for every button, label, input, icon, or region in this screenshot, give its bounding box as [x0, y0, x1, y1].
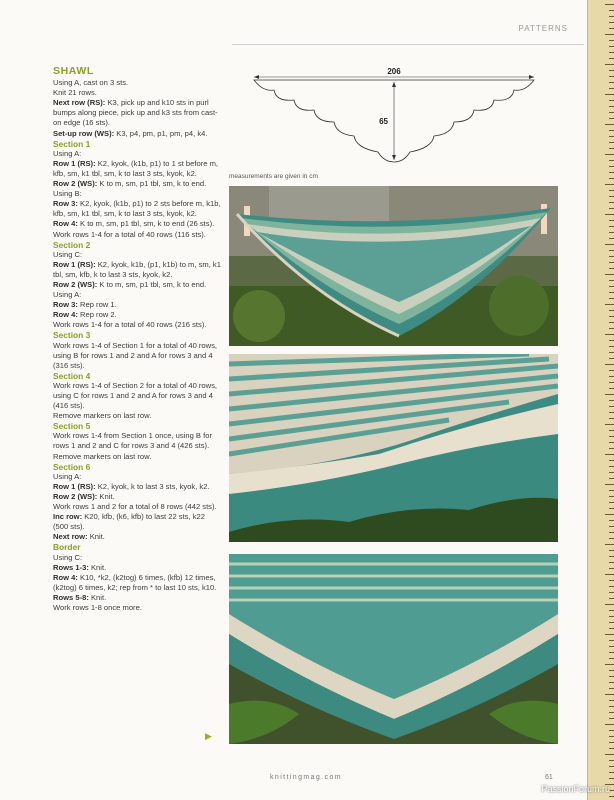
ruler-tick — [609, 658, 614, 659]
row-label: Rows 5-8: — [53, 592, 89, 602]
row-instruction — [53, 260, 221, 280]
row-text: K to m, sm, p1 tbl, sm, k to end (26 sts). — [77, 219, 215, 229]
ruler-tick — [609, 358, 614, 359]
ruler-tick — [609, 580, 614, 581]
ruler-tick — [605, 694, 614, 695]
row-instruction — [53, 98, 221, 128]
ruler-tick — [609, 796, 614, 797]
pattern-instructions — [53, 66, 221, 613]
row-instruction — [53, 179, 221, 189]
instruction-line: Using A: — [53, 148, 82, 158]
ruler-tick — [609, 436, 614, 437]
ruler-tick — [609, 262, 614, 263]
ruler-tick — [609, 16, 614, 17]
ruler-tick — [609, 76, 614, 77]
ruler-tick — [609, 568, 614, 569]
ruler-tick — [609, 178, 614, 179]
row-text: Knit. — [88, 592, 107, 602]
instruction-line: Knit 21 rows. — [53, 88, 97, 98]
ruler-tick — [609, 550, 614, 551]
row-text: Knit. — [88, 562, 107, 572]
ruler-tick — [609, 88, 614, 89]
instruction-line: Using C: — [53, 552, 83, 562]
ruler-tick — [609, 22, 614, 23]
width-label: 206 — [387, 67, 401, 76]
ruler-tick — [609, 478, 614, 479]
row-instruction — [53, 593, 221, 603]
ruler-tick — [605, 574, 614, 575]
instruction-line: Using A: — [53, 471, 82, 481]
row-text: K3, p4, pm, p1, pm, p4, k4. — [114, 128, 208, 138]
ruler-tick — [605, 484, 614, 485]
ruler-tick — [609, 106, 614, 107]
ruler-tick — [605, 4, 614, 5]
ruler-tick — [609, 406, 614, 407]
ruler-tick — [609, 442, 614, 443]
ruler-tick — [609, 670, 614, 671]
ruler-tick — [609, 346, 614, 347]
ruler-tick — [605, 544, 614, 545]
row-instruction — [53, 310, 221, 320]
row-text: K2, kyok, k to last 3 sts, kyok, k2. — [95, 481, 210, 491]
ruler-tick — [609, 532, 614, 533]
ruler-tick — [609, 742, 614, 743]
ruler-tick — [605, 64, 614, 65]
ruler-tick — [609, 52, 614, 53]
photo-shawl-held-outdoors — [229, 186, 558, 346]
row-label: Next row (RS): — [53, 98, 106, 108]
instruction-line: Using C: — [53, 249, 83, 259]
row-text: K3, pick up and k10 sts in purl bumps along piece, pick up and k3 sts from cast-on edge (16 sts). — [53, 98, 218, 128]
ruler-tick — [609, 268, 614, 269]
ruler-tick — [605, 244, 614, 245]
depth-label: 65 — [379, 117, 388, 126]
photo-stripes-closeup — [229, 354, 558, 542]
row-instruction — [53, 573, 221, 593]
ruler-tick — [609, 382, 614, 383]
row-instruction — [53, 512, 221, 532]
row-instruction — [53, 492, 221, 502]
row-label: Row 4: — [53, 219, 78, 229]
row-text: K to m, sm, p1 tbl, sm, k to end. — [97, 279, 207, 289]
instruction-line: Remove markers on last row. — [53, 411, 152, 421]
ruler-tick — [609, 310, 614, 311]
ruler-tick — [609, 556, 614, 557]
row-label: Row 1 (RS): — [53, 259, 96, 269]
ruler-tick — [609, 142, 614, 143]
section-heading: Section 1 — [53, 138, 91, 149]
ruler-tick — [609, 448, 614, 449]
ruler-tick — [609, 118, 614, 119]
ruler-tick — [605, 454, 614, 455]
ruler-tick — [609, 400, 614, 401]
row-label: Row 1 (RS): — [53, 158, 96, 168]
ruler-tick — [605, 304, 614, 305]
row-instruction — [53, 199, 221, 219]
ruler-tick — [609, 28, 614, 29]
ruler-tick — [609, 640, 614, 641]
row-label: Row 2 (WS): — [53, 491, 98, 501]
section-heading: Section 4 — [53, 370, 91, 381]
row-text: K10, *k2, (k2tog) 6 times, (kfb) 12 times, (k2tog) 6 times, k2; rep from * to last 10 sts, k10. — [53, 572, 217, 592]
ruler-tick — [609, 82, 614, 83]
ruler-tick — [609, 328, 614, 329]
pattern-title: SHAWL — [53, 65, 94, 77]
page-number: 61 — [545, 774, 553, 781]
row-label: Rows 1-3: — [53, 562, 89, 572]
ruler-tick — [609, 562, 614, 563]
row-instruction — [53, 300, 221, 310]
row-instruction — [53, 482, 221, 492]
row-label: Row 3: — [53, 300, 78, 310]
continue-arrow-icon: ▶ — [205, 731, 212, 741]
ruler-tick — [609, 322, 614, 323]
row-instruction — [53, 280, 221, 290]
ruler-tick — [605, 154, 614, 155]
ruler-tick — [609, 772, 614, 773]
ruler-tick — [609, 682, 614, 683]
ruler-tick — [609, 496, 614, 497]
ruler-tick — [609, 238, 614, 239]
ruler-tick — [609, 340, 614, 341]
ruler-tick — [609, 292, 614, 293]
row-instruction — [53, 129, 221, 139]
row-text: K2, kyok, (k1b, p1) to 1 st before m, kfb, sm, k1 tbl, sm, k to last 3 sts, kyok, k2. — [53, 158, 219, 178]
ruler-tick — [609, 502, 614, 503]
ruler-tick — [609, 250, 614, 251]
ruler-tick — [605, 214, 614, 215]
row-instruction — [53, 563, 221, 573]
instruction-line: Using A: — [53, 290, 82, 300]
ruler-tick — [609, 376, 614, 377]
ruler-tick — [609, 148, 614, 149]
row-label: Row 4: — [53, 310, 78, 320]
header-rule — [232, 44, 584, 45]
ruler-tick — [605, 124, 614, 125]
row-label: Inc row: — [53, 512, 83, 522]
ruler-tick — [609, 700, 614, 701]
ruler-tick — [609, 748, 614, 749]
ruler-tick — [609, 592, 614, 593]
ruler-tick — [609, 202, 614, 203]
ruler-tick — [605, 724, 614, 725]
ruler-tick — [605, 664, 614, 665]
row-text: Knit. — [97, 491, 115, 501]
ruler-tick — [609, 760, 614, 761]
ruler-tick — [609, 778, 614, 779]
row-label: Set-up row (WS): — [53, 128, 115, 138]
ruler-tick — [605, 184, 614, 185]
row-text: K2, kyok, k1b, (p1, k1b) to m, sm, k1 tbl, sm, kfb, k to last 3 sts, kyok, k2. — [53, 259, 221, 279]
ruler-tick — [609, 730, 614, 731]
ruler-tick — [609, 256, 614, 257]
ruler-tick — [609, 208, 614, 209]
ruler-tick — [605, 634, 614, 635]
ruler-tick — [609, 418, 614, 419]
ruler-tick — [609, 610, 614, 611]
ruler-tick — [609, 316, 614, 317]
ruler-tick — [609, 460, 614, 461]
side-ruler — [587, 0, 614, 800]
ruler-tick — [609, 490, 614, 491]
ruler-tick — [609, 706, 614, 707]
ruler-tick — [609, 280, 614, 281]
section-heading: Section 6 — [53, 461, 91, 472]
footer-website: knittingmag.com — [270, 774, 342, 781]
ruler-tick — [609, 712, 614, 713]
row-text: Rep row 1. — [77, 300, 117, 310]
ruler-tick — [609, 586, 614, 587]
ruler-tick — [609, 412, 614, 413]
ruler-tick — [605, 514, 614, 515]
ruler-tick — [609, 466, 614, 467]
ruler-tick — [609, 676, 614, 677]
ruler-tick — [609, 688, 614, 689]
ruler-tick — [609, 370, 614, 371]
ruler-tick — [609, 520, 614, 521]
ruler-tick — [609, 10, 614, 11]
ruler-tick — [605, 94, 614, 95]
ruler-tick — [609, 766, 614, 767]
ruler-tick — [609, 136, 614, 137]
instruction-line: Work rows 1-4 from Section 1 once, using B for rows 1 and 2 and C for rows 3 and 4 (426 sts). — [53, 431, 212, 451]
row-label: Row 4: — [53, 572, 78, 582]
ruler-tick — [609, 112, 614, 113]
ruler-tick — [609, 226, 614, 227]
ruler-tick — [605, 274, 614, 275]
ruler-tick — [605, 334, 614, 335]
ruler-tick — [609, 100, 614, 101]
ruler-tick — [609, 40, 614, 41]
ruler-tick — [609, 166, 614, 167]
ruler-tick — [609, 622, 614, 623]
section-heading: Section 3 — [53, 330, 91, 341]
section-tag: PATTERNS — [518, 24, 568, 33]
ruler-tick — [609, 598, 614, 599]
ruler-tick — [609, 232, 614, 233]
ruler-tick — [609, 616, 614, 617]
instruction-line: Remove markers on last row. — [53, 451, 152, 461]
instruction-line: Work rows 1-8 once more. — [53, 602, 142, 612]
row-text: Rep row 2. — [77, 310, 117, 320]
instruction-line: Using A, cast on 3 sts. — [53, 78, 129, 88]
ruler-tick — [609, 628, 614, 629]
ruler-tick — [609, 388, 614, 389]
row-instruction — [53, 219, 221, 229]
instruction-line: Work rows 1-4 of Section 1 for a total of 40 rows, using B for rows 1 and 2 and A for rows 3 and 4 (316 sts). — [53, 340, 218, 370]
row-instruction — [53, 532, 221, 542]
ruler-tick — [605, 754, 614, 755]
section-heading: Section 2 — [53, 239, 91, 250]
ruler-tick — [609, 130, 614, 131]
ruler-tick — [609, 286, 614, 287]
ruler-tick — [605, 364, 614, 365]
ruler-tick — [605, 394, 614, 395]
ruler-tick — [609, 160, 614, 161]
instruction-line: Work rows 1 and 2 for a total of 8 rows (442 sts). — [53, 502, 217, 512]
section-heading: Border — [53, 542, 81, 553]
ruler-tick — [609, 652, 614, 653]
ruler-tick — [609, 172, 614, 173]
ruler-tick — [609, 352, 614, 353]
ruler-tick — [609, 70, 614, 71]
ruler-tick — [609, 526, 614, 527]
ruler-tick — [609, 736, 614, 737]
shawl-schematic — [232, 66, 556, 176]
ruler-tick — [609, 538, 614, 539]
row-label: Row 2 (WS): — [53, 179, 98, 189]
section-heading: Section 5 — [53, 421, 91, 432]
row-text: K to m, sm, p1 tbl, sm, k to end. — [97, 179, 207, 189]
row-text: Knit. — [87, 532, 105, 542]
ruler-tick — [605, 604, 614, 605]
ruler-tick — [609, 58, 614, 59]
instruction-line: Work rows 1-4 for a total of 40 rows (216 sts). — [53, 320, 207, 330]
row-text: K20, kfb, (k6, kfb) to last 22 sts, k22 (500 sts). — [53, 512, 205, 532]
diagram-caption: measurements are given in cm — [229, 173, 318, 180]
row-text: K2, kyok, (k1b, p1) to 2 sts before m, k1b, kfb, sm, k1 tbl, sm, k to last 3 sts, kyok, k2. — [53, 199, 221, 219]
ruler-tick — [609, 430, 614, 431]
ruler-tick — [609, 718, 614, 719]
ruler-tick — [609, 196, 614, 197]
ruler-tick — [609, 190, 614, 191]
row-instruction — [53, 159, 221, 179]
ruler-tick — [609, 508, 614, 509]
row-label: Row 3: — [53, 199, 78, 209]
row-label: Row 1 (RS): — [53, 481, 96, 491]
instruction-line: Using B: — [53, 189, 82, 199]
watermark: PassionForum.ru — [541, 784, 610, 794]
row-label: Next row: — [53, 532, 88, 542]
ruler-tick — [609, 472, 614, 473]
instruction-line: Work rows 1-4 of Section 2 for a total of 40 rows, using C for rows 1 and 2 and A for rows 3 and 4 (416 sts). — [53, 380, 218, 411]
instruction-line: Work rows 1-4 for a total of 40 rows (116 sts). — [53, 229, 206, 239]
ruler-tick — [605, 424, 614, 425]
photo-shawl-back-view — [229, 554, 558, 744]
ruler-tick — [609, 220, 614, 221]
ruler-tick — [609, 646, 614, 647]
ruler-tick — [609, 298, 614, 299]
ruler-tick — [609, 46, 614, 47]
row-label: Row 2 (WS): — [53, 279, 98, 289]
ruler-tick — [605, 34, 614, 35]
